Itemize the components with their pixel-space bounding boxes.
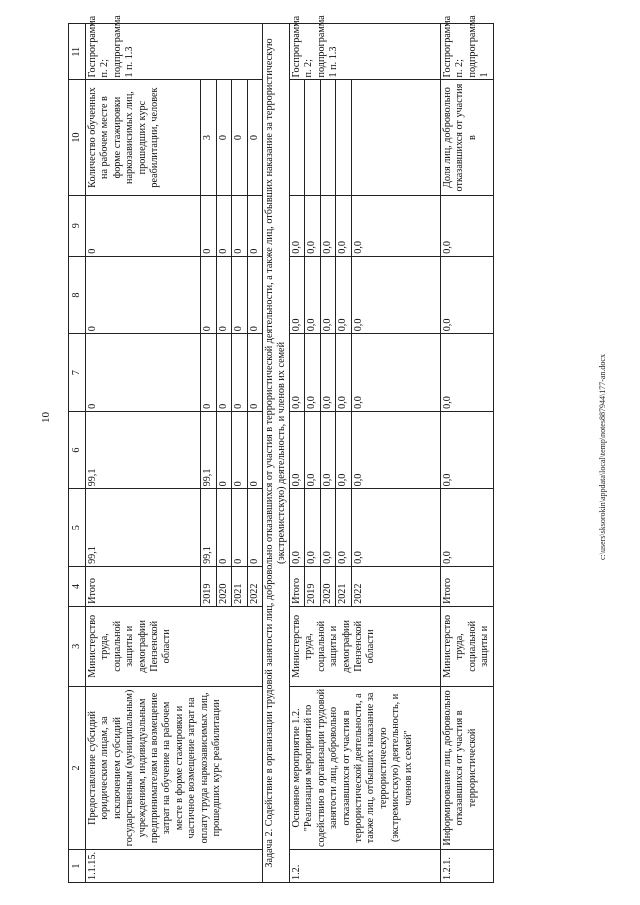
table-row <box>440 24 493 883</box>
task-row <box>263 24 290 883</box>
header-row <box>69 24 86 883</box>
indicator-name: Количество обученных на рабочем месте в форме стажировки наркозависимых лиц, прошедших курс реабилитации, человек <box>86 80 201 195</box>
value-cell: 0,0 <box>440 411 493 489</box>
value-cell: 0,0 <box>351 334 440 412</box>
value-cell: 0 <box>86 195 201 256</box>
value-cell: 0,0 <box>305 195 321 256</box>
task-heading: Задача 2. Содействие в организации трудовой занятости лиц, добровольно отказавшихся от участия в террористической деятельности, а также лиц, отбывших наказание за террористическую (экстремистскую) деятельность, и членов их семей <box>263 24 290 883</box>
table-row <box>290 24 305 883</box>
value-cell: 0,0 <box>290 195 305 256</box>
value-cell: 0,0 <box>290 256 305 334</box>
value-cell: 0 <box>201 195 217 256</box>
indicator-value <box>351 80 440 195</box>
col-header: 3 <box>69 606 86 686</box>
value-cell: 0 <box>86 334 201 412</box>
value-cell: 0,0 <box>320 334 336 412</box>
value-cell: 0,0 <box>336 411 352 489</box>
value-cell: 0 <box>232 411 248 489</box>
col-header: 4 <box>69 566 86 606</box>
value-cell: 0,0 <box>336 256 352 334</box>
footer-file-path: c:\users\sksorokin\appdata\local\temp\notes887944\177-an.docx <box>598 354 607 560</box>
value-cell: 0,0 <box>440 256 493 334</box>
indicator-name: Доля лиц, добровольно отказавшихся от участия в <box>440 80 493 195</box>
value-cell: 0 <box>216 195 232 256</box>
col-header: 11 <box>69 24 86 80</box>
value-cell: 0 <box>247 195 263 256</box>
indicator-value <box>320 80 336 195</box>
year-cell: 2022 <box>351 566 440 606</box>
col-header: 2 <box>69 686 86 849</box>
indicator-value <box>305 80 321 195</box>
value-cell: 0 <box>216 334 232 412</box>
value-cell: 0,0 <box>305 489 321 567</box>
value-cell: 0,0 <box>440 489 493 567</box>
col-header: 8 <box>69 256 86 334</box>
year-cell: 2022 <box>247 566 263 606</box>
value-cell: 99,1 <box>201 489 217 567</box>
program-reference: Госпрограмма п. 2; подпрограмма 1 п. 1.3 <box>290 24 441 80</box>
year-cell: 2020 <box>320 566 336 606</box>
rotated-table-container <box>68 15 582 883</box>
value-cell: 0 <box>201 334 217 412</box>
program-reference: Госпрограмма п. 2; подпрограмма 1 п. 1.3 <box>86 24 263 80</box>
indicator-value: 3 <box>201 80 217 195</box>
value-cell: 0,0 <box>305 334 321 412</box>
value-cell: 0,0 <box>290 489 305 567</box>
value-cell: 0,0 <box>336 195 352 256</box>
value-cell: 99,1 <box>86 489 201 567</box>
value-cell: 0 <box>216 256 232 334</box>
value-cell: 0,0 <box>290 411 305 489</box>
value-cell: 0,0 <box>305 256 321 334</box>
value-cell: 0,0 <box>290 334 305 412</box>
value-cell: 99,1 <box>86 411 201 489</box>
value-cell: 99,1 <box>201 411 217 489</box>
indicator-value: 0 <box>247 80 263 195</box>
value-cell: 0 <box>86 256 201 334</box>
col-header: 9 <box>69 195 86 256</box>
measure-name: Основное мероприятие 1.2. "Реализация мероприятий по содействию в организации трудовой занятости лиц, добровольно отказавшихся от участия в террористической деятельности, а также лиц, отбывших наказание за террористическую (экстремистскую) деятельность, и членов их семей" <box>290 686 441 849</box>
value-cell: 0 <box>232 334 248 412</box>
year-cell: 2021 <box>336 566 352 606</box>
year-cell: 2019 <box>305 566 321 606</box>
col-header: 7 <box>69 334 86 412</box>
row-number: 1.2. <box>290 850 441 883</box>
period-label: Итого <box>440 566 493 606</box>
row-number: 1.1.15. <box>86 850 263 883</box>
value-cell: 0,0 <box>351 195 440 256</box>
value-cell: 0 <box>216 489 232 567</box>
year-cell: 2020 <box>216 566 232 606</box>
executor: Министерство труда, социальной защиты и демографии Пензенской области <box>86 606 263 686</box>
value-cell: 0,0 <box>440 334 493 412</box>
measure-name: Предоставление субсидий юридическим лицам, за исключением субсидий государственным (муниципальным) учреждениям, индивидуальным предпринимателям на возмещение затрат на обучение на рабочем месте в форме стажировки и частичное возмещение затрат на оплату труда наркозависимых лиц, прошедших курс реабилитации <box>86 686 263 849</box>
value-cell: 0 <box>232 195 248 256</box>
period-label: Итого <box>86 566 201 606</box>
value-cell: 0,0 <box>320 411 336 489</box>
value-cell: 0 <box>247 411 263 489</box>
program-table <box>68 15 494 883</box>
program-reference: Госпрограмма п. 2; подпрограмма 1 <box>440 24 493 80</box>
value-cell: 0 <box>247 489 263 567</box>
value-cell: 0,0 <box>351 489 440 567</box>
indicator-value: 0 <box>216 80 232 195</box>
col-header: 1 <box>69 850 86 883</box>
col-header: 10 <box>69 80 86 195</box>
col-header: 5 <box>69 489 86 567</box>
value-cell: 0 <box>247 256 263 334</box>
value-cell: 0 <box>232 489 248 567</box>
year-cell: 2019 <box>201 566 217 606</box>
indicator-value: 0 <box>232 80 248 195</box>
period-label: Итого <box>290 566 305 606</box>
value-cell: 0,0 <box>336 334 352 412</box>
executor: Министерство труда, социальной защиты и демографии Пензенской области <box>290 606 441 686</box>
value-cell: 0,0 <box>351 256 440 334</box>
value-cell: 0,0 <box>440 195 493 256</box>
executor: Министерство труда, социальной защиты и <box>440 606 493 686</box>
value-cell: 0,0 <box>320 256 336 334</box>
value-cell: 0,0 <box>320 489 336 567</box>
indicator-name <box>290 80 305 195</box>
row-number: 1.2.1. <box>440 850 493 883</box>
indicator-value <box>336 80 352 195</box>
value-cell: 0 <box>216 411 232 489</box>
value-cell: 0 <box>232 256 248 334</box>
value-cell: 0,0 <box>320 195 336 256</box>
value-cell: 0,0 <box>305 411 321 489</box>
value-cell: 0 <box>201 256 217 334</box>
page-number: 10 <box>40 412 52 423</box>
table-row <box>86 24 201 883</box>
value-cell: 0 <box>247 334 263 412</box>
col-header: 6 <box>69 411 86 489</box>
year-cell: 2021 <box>232 566 248 606</box>
measure-name: Информирование лиц, добровольно отказавшихся от участия в террористической <box>440 686 493 849</box>
value-cell: 0,0 <box>351 411 440 489</box>
value-cell: 0,0 <box>336 489 352 567</box>
